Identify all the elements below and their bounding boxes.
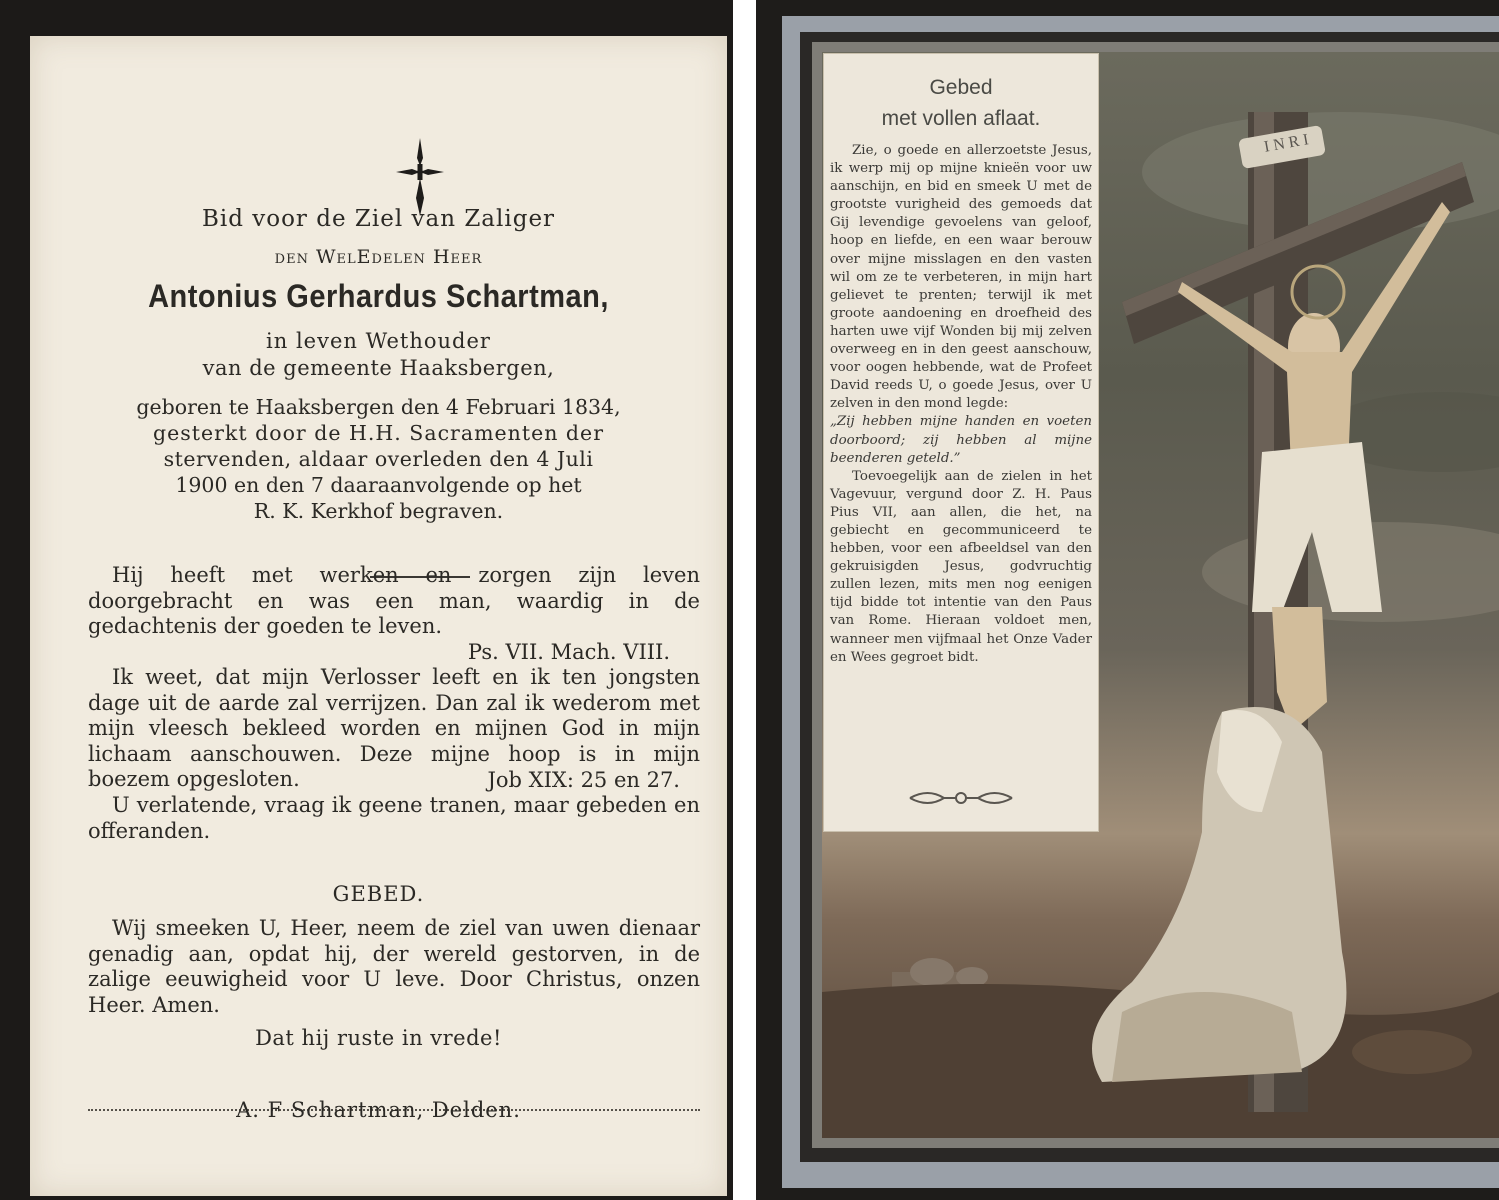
bio-line-1: geboren te Haaksbergen den 4 Februari 1834,	[136, 395, 621, 419]
quote-job-ref: Job XIX: 25 en 27.	[487, 767, 680, 792]
ornament-icon	[908, 786, 1014, 810]
prayer-body	[830, 142, 1092, 667]
prayer-panel	[823, 53, 1099, 832]
inri-inscription: I N R I	[1262, 131, 1310, 156]
bio-line-2: gesterkt door de H.H. Sacramenten der	[152, 421, 604, 445]
prayer-text: Wij smeeken U, Heer, neem de ziel van uwen dienaar genadig aan, opdat hij, der wereld gestorven, in de zalige eeuwigheid voor U leve. Door Christus, onzen Heer. Amen.	[88, 916, 700, 1017]
bio-line-5: R. K. Kerkhof begraven.	[253, 499, 504, 523]
quote-psalm: Hij heeft met werken en zorgen zijn leven doorgebracht en was een man, waardig in de gedachtenis der goeden te leven.	[88, 563, 700, 638]
bio-line-4: 1900 en den 7 daaraanvolgende op het	[175, 473, 582, 497]
memorial-card-back	[756, 0, 1499, 1200]
prayer-quote: „Zij hebben mijne handen en voeten doorboord; zij hebben al mijne beenderen geteld.”	[830, 414, 1092, 466]
card-paper	[30, 36, 727, 1196]
bio-line-3: stervenden, aldaar overleden den 4 Juli	[163, 447, 594, 471]
honorific-line: den WelEdelen Heer	[274, 246, 483, 268]
prayer-title-line1: Gebed	[929, 76, 993, 99]
prayer-paragraph-1: Zie, o goede en allerzoetste Jesus, ik werp mij op mijne knieën voor uw aanschijn, en bid en smeek U met de grootste vurigheid des gemoeds dat Gij levendige gevoelens van geloof, hoop en liefde, en een waar berouw over mijne misslagen en den vasten wil om ze te verbeteren, in mijn hart gelievet te prenten; terwijl ik met groote aandoening en droefheid des harten uwe vijf Wonden bij mij zelven overweeg en in den geest aanschouw, voor oogen hebbende, wat de Profeet David reeds U, o goede Jesus, over U zelven in den mond legde:	[830, 143, 1092, 412]
role-line-1: in leven Wethouder	[266, 329, 491, 353]
prayer-title-line2: met vollen aflaat.	[881, 107, 1041, 130]
printer-line: A. F Schartman, Delden.	[236, 1098, 521, 1122]
deceased-name: Antonius Gerhardus Schartman,	[148, 279, 609, 315]
quote-tears: U verlatende, vraag ik geene tranen, maar gebeden en offeranden.	[88, 793, 700, 843]
quote-job: Ik weet, dat mijn Verlosser leeft en ik ten jongsten dage uit de aarde zal verrijzen. Dan zal ik wederom met mijn vleesch bekleed worden en mijnen God in mijn lichaam aanschouwen. Deze mijne hoop is in mijn boezem opgesloten.	[88, 665, 700, 791]
closing-line: Dat hij ruste in vrede!	[255, 1026, 502, 1050]
indulgence-paragraph: Toevoegelijk aan de zielen in het Vagevuur, vergund door Z. H. Paus Pius VII, aan allen, die het, na gebiecht en gecommuniceerd te hebben, voor een afbeeldsel van den gekruisigden Jesus, godvruchtig zullen lezen, mits men nog eenigen tijd bidde tot intentie van den Paus van Rome. Hieraan voldoet men, wanneer men vijfmaal het Onze Vader en Wees gegroet bidt.	[830, 468, 1092, 665]
scripture-block	[88, 563, 700, 844]
role-line-2: van de gemeente Haaksbergen,	[202, 356, 555, 380]
memorial-card-front	[0, 0, 733, 1200]
prayer-heading: GEBED.	[332, 882, 425, 906]
quote-psalm-ref: Ps. VII. Mach. VIII.	[467, 639, 670, 664]
intro-line: Bid voor de Ziel van Zaliger	[201, 206, 556, 232]
